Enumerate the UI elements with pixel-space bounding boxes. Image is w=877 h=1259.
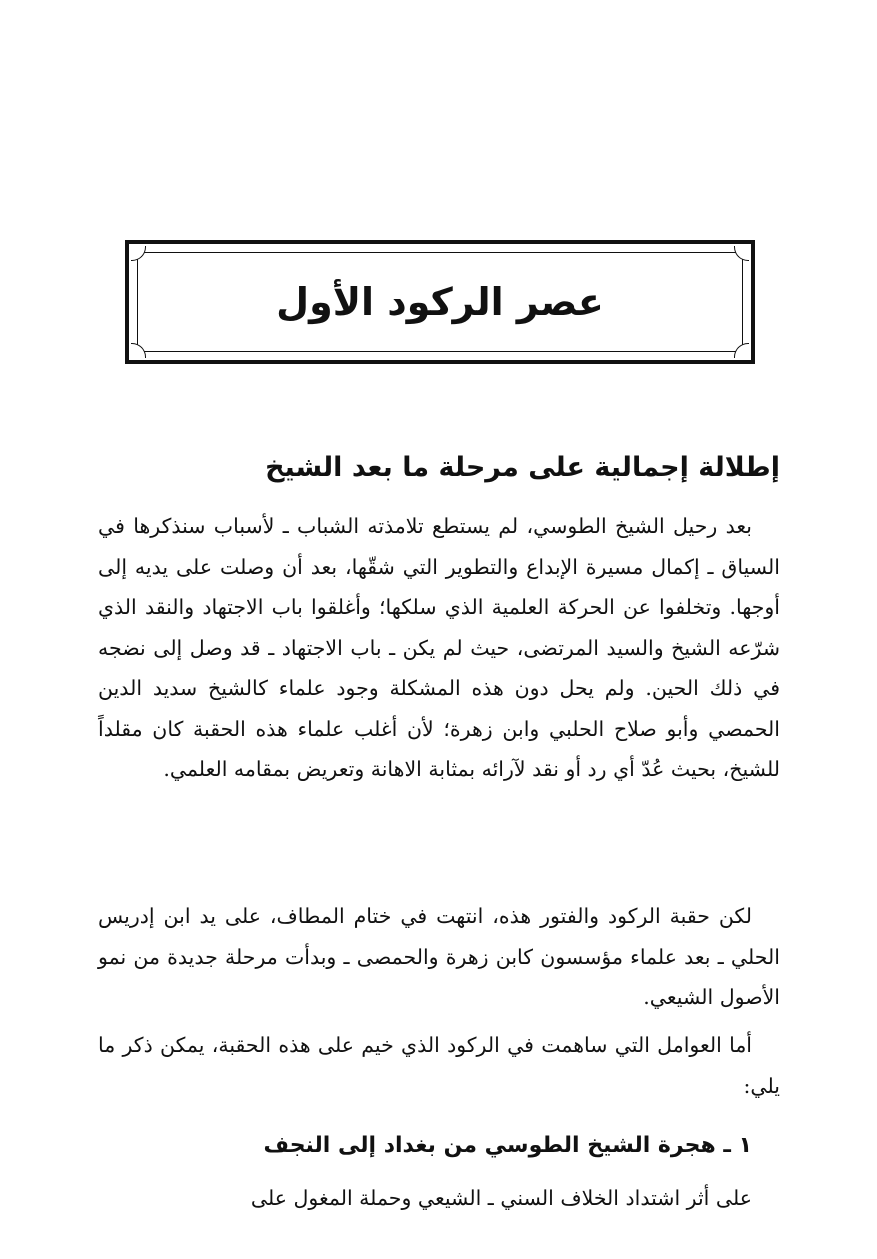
section-heading: إطلالة إجمالية على مرحلة ما بعد الشيخ bbox=[265, 452, 780, 483]
chapter-title: عصر الركود الأول bbox=[276, 280, 604, 324]
body-paragraph-1 bbox=[98, 506, 780, 790]
paragraph-text: على أثر اشتداد الخلاف السني ـ الشيعي وحملة المغول على bbox=[250, 1186, 752, 1210]
paragraph-text: أما العوامل التي ساهمت في الركود الذي خيم على هذه الحقبة، يمكن ذكر ما يلي: bbox=[98, 1033, 780, 1098]
numbered-subheading: ١ ـ هجرة الشيخ الطوسي من بغداد إلى النجف bbox=[263, 1133, 752, 1158]
paragraph-text: لكن حقبة الركود والفتور هذه، انتهت في ختام المطاف، على يد ابن إدريس الحلي ـ بعد علماء مؤسسون كابن زهرة والحمصى ـ وبدأت مرحلة جديدة من نمو الأصول الشيعي. bbox=[98, 904, 780, 1009]
body-paragraph-4 bbox=[98, 1178, 780, 1219]
body-paragraph-3 bbox=[98, 1025, 780, 1106]
paragraph-text: بعد رحيل الشيخ الطوسي، لم يستطع تلامذته الشباب ـ لأسباب سنذكرها في السياق ـ إكمال مسيرة الإبداع والتطوير التي شقّها، بعد أن وصلت على يديه إلى أوجها. وتخلفوا عن الحركة العلمية الذي سلكها؛ وأغلقوا باب الاجتهاد والنقد الذي شرّعه الشيخ والسيد المرتضى، حيث لم يكن ـ باب الاجتهاد ـ قد وصل إلى نضجه في ذلك الحين. ولم يحل دون هذه المشكلة وجود علماء كالشيخ سديد الدين الحمصي وأبو صلاح الحلبي وابن زهرة؛ لأن أغلب علماء هذه الحقبة كان مقلداً للشيخ، بحيث عُدّ أي رد أو نقد لآرائه بمثابة الاهانة وتعريض بمقامه العلمي. bbox=[98, 514, 780, 781]
chapter-title-frame bbox=[125, 240, 755, 364]
body-paragraph-2 bbox=[98, 896, 780, 1018]
